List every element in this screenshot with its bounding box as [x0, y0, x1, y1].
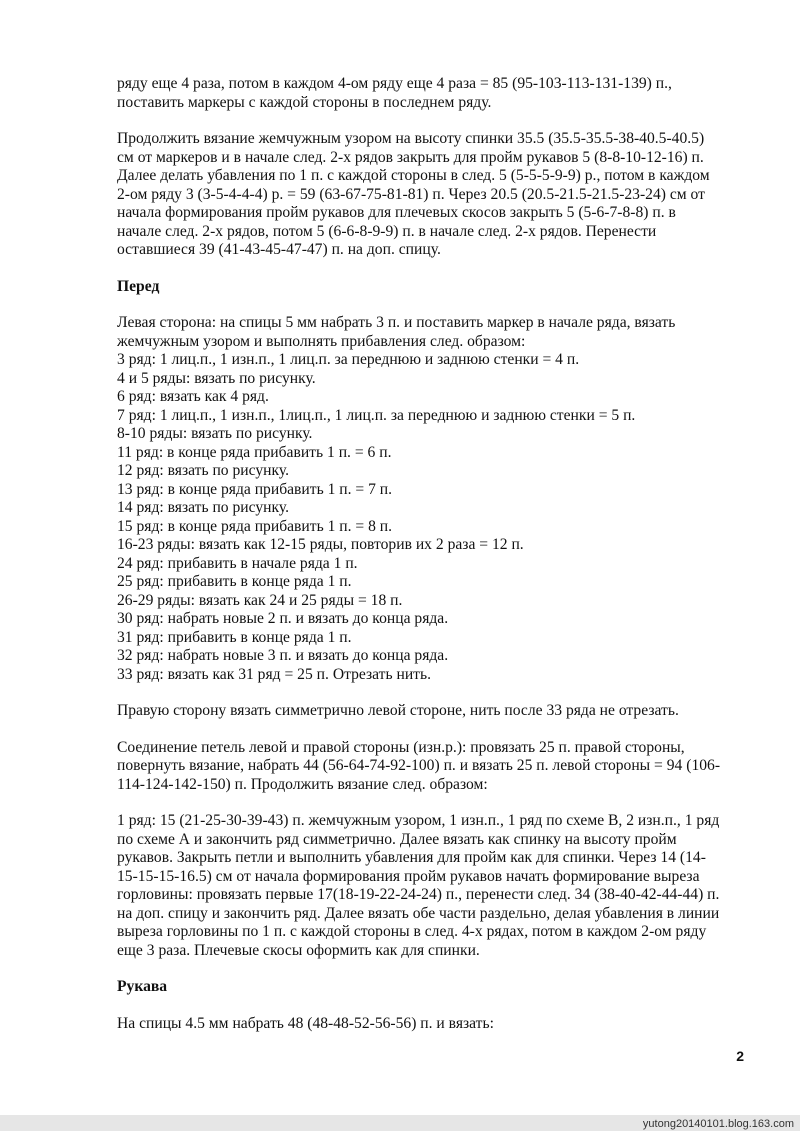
text-line: начала формирования пройм рукавов для плечевых скосов закрыть 5 (5-6-7-8-8) п. в — [117, 204, 676, 221]
document-body — [117, 75, 757, 1051]
row-instruction: 8-10 ряды: вязать по рисунку. — [117, 425, 313, 442]
text-line: 114-124-142-150) п. Продолжить вязание след. образом: — [117, 775, 488, 793]
text-line: Левая сторона: на спицы 5 мм набрать 3 п. и поставить маркер в начале ряда, вязать — [117, 314, 676, 331]
text-line: повернуть вязание, набрать 44 (56-64-74-92-100) п. и вязать 25 п. левой стороны = 94 (106- — [117, 757, 721, 774]
row-instruction: 11 ряд: в конце ряда прибавить 1 п. = 6 п. — [117, 443, 392, 461]
text-line: 2-ом ряду 3 (3-5-4-4-4) р. = 59 (63-67-75-81-81) п. Через 20.5 (20.5-21.5-21.5-23-24) см от — [117, 185, 705, 203]
text-line: На спицы 4.5 мм набрать 48 (48-48-52-56-56) п. и вязать: — [117, 1014, 494, 1032]
paragraph-back-rows — [117, 75, 757, 112]
row-instruction: 15 ряд: в конце ряда прибавить 1 п. = 8 п. — [117, 517, 393, 535]
text-line: 1 ряд: 15 (21-25-30-39-43) п. жемчужным узором, 1 изн.п., 1 ряд по схеме В, 2 изн.п., 1 ряд — [117, 812, 720, 829]
paragraph-front-right-side — [117, 702, 757, 721]
row-instruction: 7 ряд: 1 лиц.п., 1 изн.п., 1лиц.п., 1 лиц.п. за переднюю и заднюю стенки = 5 п. — [117, 406, 636, 424]
row-instruction: 30 ряд: набрать новые 2 п. и вязать до конца ряда. — [117, 610, 449, 627]
text-line: еще 3 раза. Плечевые скосы оформить как для спинки. — [117, 941, 480, 959]
text-line: 15-15-15-16.5) см от начала формирования пройм рукавов начать формирование выреза — [117, 867, 700, 885]
paragraph-back-armholes — [117, 130, 757, 260]
row-instruction: 16-23 ряды: вязать как 12-15 ряды, повторив их 2 раза = 12 п. — [117, 536, 524, 553]
section-heading-sleeves: Рукава — [117, 978, 168, 995]
text-line: рукавов. Закрыть петли и выполнить убавления для пройм как для спинки. Через 14 (14- — [117, 849, 706, 866]
text-line: горловины: провязать первые 17(18-19-22-24-24) п., перенести след. 34 (38-40-42-44-44) п. — [117, 886, 720, 903]
row-instruction: 3 ряд: 1 лиц.п., 1 изн.п., 1 лиц.п. за переднюю и заднюю стенки = 4 п. — [117, 351, 580, 368]
text-line: Правую сторону вязать симметрично левой стороне, нить после 33 ряда не отрезать. — [117, 702, 679, 719]
paragraph-front-left-side — [117, 314, 757, 684]
paragraph-sleeves — [117, 1015, 757, 1034]
text-line: ряду еще 4 раза, потом в каждом 4-ом ряду еще 4 раза = 85 (95-103-113-131-139) п., — [117, 75, 672, 92]
row-instruction: 25 ряд: прибавить в конце ряда 1 п. — [117, 573, 352, 590]
section-heading-front: Перед — [117, 277, 160, 295]
row-instruction: 12 ряд: вязать по рисунку. — [117, 462, 289, 479]
watermark: yutong20140101.blog.163.com — [642, 1118, 794, 1130]
row-instruction: 26-29 ряды: вязать как 24 и 25 ряды = 18 п. — [117, 591, 403, 609]
text-line: Далее делать убавления по 1 п. с каждой стороны в след. 5 (5-5-5-9-9) р., потом в каждом — [117, 167, 710, 184]
text-line: поставить маркеры с каждой стороны в последнем ряду. — [117, 93, 492, 111]
text-line: выреза горловины по 1 п. с каждой стороны в след. 4-х рядах, потом в каждом 2-ом ряду — [117, 923, 707, 940]
text-line: см от маркеров и в начале след. 2-х рядов закрыть для пройм рукавов 5 (8-8-10-12-16) п. — [117, 148, 704, 166]
text-line: на доп. спицу и закончить ряд. Далее вязать обе части раздельно, делая убавления в линии — [117, 904, 720, 922]
row-instruction: 32 ряд: набрать новые 3 п. и вязать до конца ряда. — [117, 647, 449, 664]
text-line: Соединение петель левой и правой стороны (изн.р.): провязать 25 п. правой стороны, — [117, 738, 685, 756]
row-instruction: 24 ряд: прибавить в начале ряда 1 п. — [117, 554, 358, 572]
text-line: жемчужным узором и выполнять прибавления след. образом: — [117, 332, 526, 350]
row-instruction: 33 ряд: вязать как 31 ряд = 25 п. Отрезать нить. — [117, 665, 432, 683]
row-instruction: 31 ряд: прибавить в конце ряда 1 п. — [117, 628, 352, 646]
row-instruction: 4 и 5 ряды: вязать по рисунку. — [117, 369, 316, 387]
text-line: оставшиеся 39 (41-43-45-47-47) п. на доп. спицу. — [117, 241, 441, 258]
paragraph-joining — [117, 739, 757, 795]
row-instruction: 13 ряд: в конце ряда прибавить 1 п. = 7 п. — [117, 480, 393, 498]
text-line: начале след. 2-х рядов, потом 5 (6-6-8-9-9) п. в начале след. 2-х рядов. Перенести — [117, 222, 657, 240]
row-instruction: 14 ряд: вязать по рисунку. — [117, 499, 289, 516]
text-line: Продолжить вязание жемчужным узором на высоту спинки 35.5 (35.5-35.5-38-40.5-40.5) — [117, 130, 705, 147]
page-number: 2 — [736, 1048, 744, 1064]
row-instruction: 6 ряд: вязать как 4 ряд. — [117, 388, 269, 405]
text-line: по схеме А и закончить ряд симметрично. Далее вязать как спинку на высоту пройм — [117, 830, 677, 848]
paragraph-neckline — [117, 812, 757, 960]
